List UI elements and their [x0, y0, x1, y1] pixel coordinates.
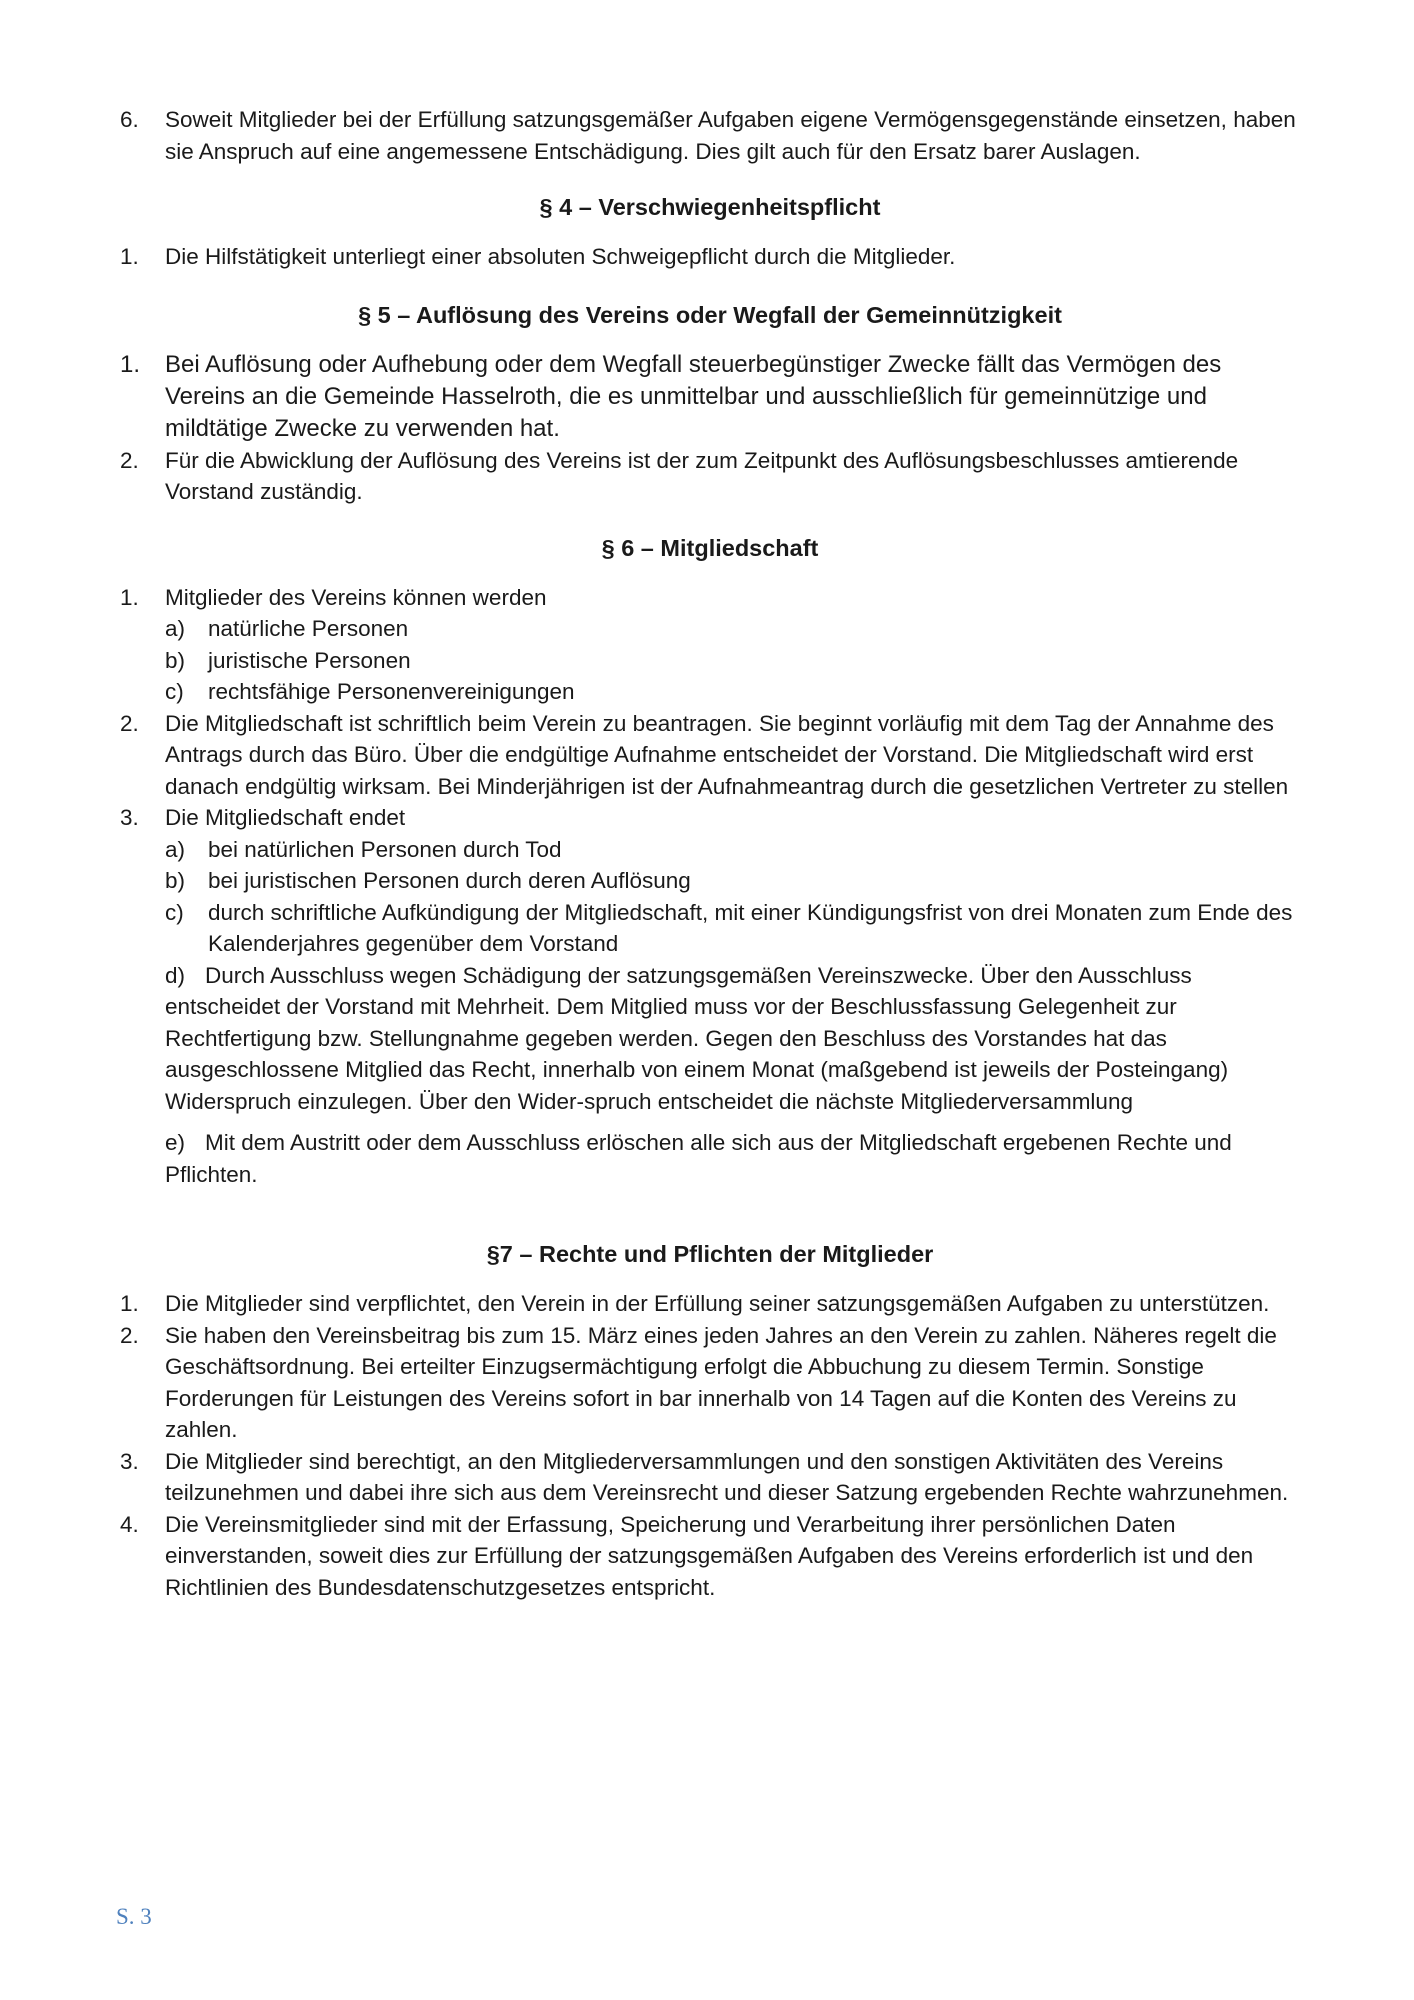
- sub-item-text: rechtsfähige Personenvereinigungen: [208, 679, 575, 704]
- item-text: Die Vereinsmitglieder sind mit der Erfassung, Speicherung und Verarbeitung ihrer persönlichen Daten einverstanden, soweit dies zur Erfüllung der satzungsgemäßen Aufgaben des Vereins erforderlich ist und den Richtlinien des Bundesdatenschutzgesetzes entspricht.: [165, 1511, 1254, 1600]
- sub-item-text: natürliche Personen: [208, 616, 409, 641]
- sub-item-letter: a): [165, 836, 186, 862]
- item-number: 1.: [120, 244, 139, 269]
- sub-item-d: [120, 960, 1300, 1118]
- item-text: Sie haben den Vereinsbeitrag bis zum 15. März eines jeden Jahres an den Verein zu zahlen. Näheres regelt die Geschäftsordnung. Bei erteilter Einzugsermächtigung erfolgt die Abbuchung zu diesem Termin. Sonstige Forderungen für Leistungen des Vereins sofort in bar innerhalb von 14 Tagen auf die Konten des Vereins zu zahlen.: [165, 1322, 1277, 1442]
- sub-item-letter: a): [165, 616, 186, 641]
- item-text: Die Mitglieder sind verpflichtet, den Verein in der Erfüllung seiner satzungsgemäßen Aufgaben zu unterstützen.: [165, 1291, 1270, 1316]
- section-heading-4: § 4 – Verschwiegenheitspflicht: [539, 194, 881, 220]
- section-heading-5: § 5 – Auflösung des Vereins oder Wegfall der Gemeinnützigkeit: [358, 301, 1062, 328]
- item-number: 1.: [120, 584, 139, 610]
- item-number: 3.: [120, 1448, 139, 1474]
- page-content: [120, 104, 1300, 1603]
- list-item: [120, 1320, 1300, 1446]
- item-text: Soweit Mitglieder bei der Erfüllung satzungsgemäßer Aufgaben eigene Vermögensgegenstände einsetzen, haben sie Anspruch auf eine angemessene Entschädigung. Dies gilt auch für den Ersatz barer Auslagen.: [165, 107, 1296, 164]
- list-item: [120, 104, 1300, 167]
- sub-item-letter: d): [165, 962, 186, 988]
- item-number: 2.: [120, 447, 139, 473]
- item-text: Für die Abwicklung der Auflösung des Vereins ist der zum Zeitpunkt des Auflösungsbeschlusses amtierende Vorstand zuständig.: [165, 447, 1239, 504]
- list-item: [120, 1509, 1300, 1604]
- list-item: [120, 241, 1300, 273]
- item-text: Bei Auflösung oder Aufhebung oder dem Wegfall steuerbegünstiger Zwecke fällt das Vermögen des Vereins an die Gemeinde Hasselroth, die es unmittelbar und ausschließlich für gemeinnützige und mildtätige Zwecke zu verwenden hat.: [165, 350, 1222, 442]
- item-number: 4.: [120, 1511, 139, 1537]
- sub-item-letter: c): [165, 899, 184, 925]
- section-heading-7: §7 – Rechte und Pflichten der Mitglieder: [486, 1241, 934, 1267]
- sub-item-e: [120, 1127, 1300, 1190]
- sub-item-text: durch schriftliche Aufkündigung der Mitgliedschaft, mit einer Kündigungsfrist von drei Monaten zum Ende des Kalenderjahres gegenüber dem Vorstand: [208, 899, 1293, 956]
- sub-item-letter: b): [165, 868, 186, 893]
- sub-item-letter: e): [165, 1130, 186, 1155]
- item-number: 6.: [120, 107, 139, 132]
- sub-item-text: juristische Personen: [208, 647, 411, 673]
- list-item: [120, 445, 1300, 508]
- item-number: 1.: [120, 1291, 139, 1316]
- sub-item-text: Mit dem Austritt oder dem Ausschluss erlöschen alle sich aus der Mitgliedschaft ergebenen Rechte und Pflichten.: [165, 1130, 1232, 1187]
- page-number: S. 3: [116, 1904, 152, 1929]
- section-heading-6: § 6 – Mitgliedschaft: [601, 534, 819, 561]
- sub-item: [120, 676, 1300, 708]
- item-number: 2.: [120, 710, 139, 736]
- sub-item: [120, 645, 1300, 677]
- list-item: [120, 802, 1300, 834]
- item-number: 3.: [120, 805, 139, 830]
- item-text: Die Mitgliedschaft endet: [165, 805, 406, 830]
- list-item: [120, 708, 1300, 803]
- item-text: Die Mitgliedschaft ist schriftlich beim Verein zu beantragen. Sie beginnt vorläufig mit dem Tag der Annahme des Antrags durch das Büro. Über die endgültige Aufnahme entscheidet der Vorstand. Die Mitgliedschaft wird erst danach endgültig wirksam. Bei Minderjährigen ist der Aufnahmeantrag durch die gesetzlichen Vertreter zu stellen: [165, 710, 1289, 799]
- sub-item: [120, 897, 1300, 960]
- sub-item: [120, 834, 1300, 866]
- item-number: 2.: [120, 1322, 139, 1348]
- item-text: Die Hilfstätigkeit unterliegt einer absoluten Schweigepflicht durch die Mitglieder.: [165, 244, 956, 269]
- sub-item-text: bei juristischen Personen durch deren Auflösung: [208, 868, 691, 893]
- list-item: [120, 1288, 1300, 1320]
- item-text: Mitglieder des Vereins können werden: [165, 584, 547, 610]
- sub-item-letter: b): [165, 647, 186, 673]
- list-item: [120, 1446, 1300, 1509]
- item-text: Die Mitglieder sind berechtigt, an den Mitgliederversammlungen und den sonstigen Aktivitäten des Vereins teilzunehmen und dabei ihre sich aus dem Vereinsrecht und dieser Satzung ergebenden Rechte wahrzunehmen.: [165, 1448, 1289, 1505]
- item-number: 1.: [120, 350, 141, 378]
- sub-item-letter: c): [165, 679, 184, 704]
- list-item: [120, 582, 1300, 614]
- sub-item-text: Durch Ausschluss wegen Schädigung der satzungsgemäßen Vereinszwecke. Über den Ausschluss entscheidet der Vorstand mit Mehrheit. Dem Mitglied muss vor der Beschlussfassung Gelegenheit zur Rechtfertigung bzw. Stellungnahme gegeben werden. Gegen den Beschluss des Vorstandes hat das ausgeschlossene Mitglied das Recht, innerhalb von einem Monat (maßgebend ist jeweils der Posteingang) Widerspruch einzulegen. Über den Wider-spruch entscheidet die nächste Mitgliederversammlung: [165, 962, 1229, 1114]
- sub-item-text: bei natürlichen Personen durch Tod: [208, 836, 562, 862]
- sub-item: [120, 865, 1300, 897]
- sub-item: [120, 613, 1300, 645]
- list-item: [120, 349, 1300, 445]
